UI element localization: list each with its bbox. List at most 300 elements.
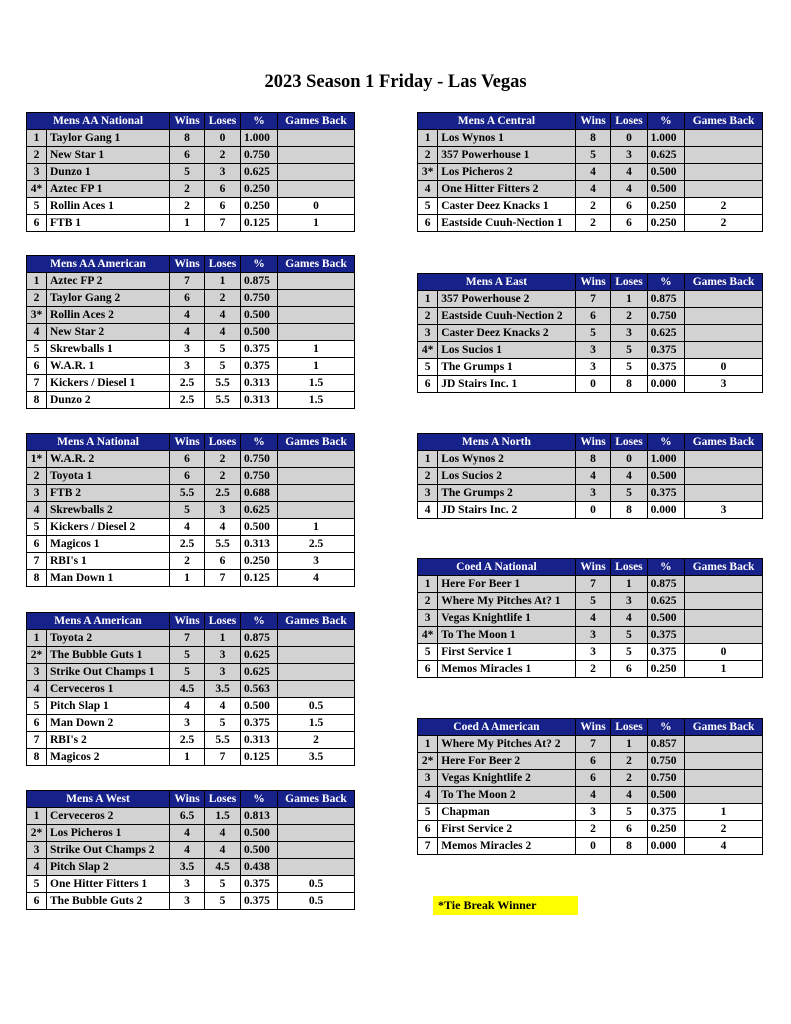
rank-cell: 5 — [418, 359, 438, 376]
pct-cell: 0.500 — [241, 842, 278, 859]
wins-cell: 3 — [170, 358, 205, 375]
games-back-cell: 3 — [685, 502, 763, 519]
loses-cell: 5.5 — [205, 732, 241, 749]
table-row — [27, 485, 355, 502]
team-cell: Caster Deez Knacks 1 — [438, 198, 576, 215]
team-cell: First Service 1 — [438, 644, 576, 661]
team-cell: JD Stairs Inc. 1 — [438, 376, 576, 393]
wins-cell: 4 — [575, 468, 610, 485]
team-cell: Where My Pitches At? 1 — [438, 593, 576, 610]
rank-cell: 5 — [27, 876, 47, 893]
standings-table — [417, 558, 763, 678]
table-row — [27, 630, 355, 647]
table-row — [27, 842, 355, 859]
loses-cell: 5 — [205, 893, 241, 910]
rank-cell: 8 — [27, 749, 47, 766]
header-row — [27, 113, 355, 130]
loses-cell: 4 — [205, 842, 241, 859]
table-row — [418, 308, 763, 325]
loses-cell: 5 — [205, 358, 241, 375]
team-cell: Aztec FP 1 — [47, 181, 170, 198]
pct-cell: 0.313 — [241, 375, 278, 392]
standings-table — [417, 112, 763, 232]
header-row — [27, 434, 355, 451]
header-row — [418, 559, 763, 576]
rank-cell: 1 — [418, 576, 438, 593]
table-row — [27, 307, 355, 324]
wins-cell: 1 — [170, 570, 205, 587]
division-name: Mens A West — [27, 791, 170, 808]
table-row — [418, 576, 763, 593]
games-back-cell — [685, 485, 763, 502]
team-cell: Kickers / Diesel 1 — [47, 375, 170, 392]
loses-header: Loses — [205, 434, 241, 451]
games-back-cell: 0.5 — [278, 876, 355, 893]
games-back-cell: 3.5 — [278, 749, 355, 766]
loses-cell: 7 — [205, 215, 241, 232]
pct-cell: 0.250 — [647, 198, 684, 215]
games-back-header: Games Back — [278, 256, 355, 273]
wins-cell: 3 — [170, 715, 205, 732]
rank-cell: 1* — [27, 451, 47, 468]
pct-cell: 0.250 — [647, 821, 684, 838]
team-cell: 357 Powerhouse 1 — [438, 147, 576, 164]
loses-header: Loses — [611, 274, 647, 291]
team-cell: Skrewballs 2 — [47, 502, 170, 519]
loses-cell: 3 — [611, 325, 647, 342]
team-cell: Toyota 1 — [47, 468, 170, 485]
pct-cell: 0.313 — [241, 392, 278, 409]
pct-cell: 0.625 — [647, 147, 684, 164]
games-back-cell — [685, 593, 763, 610]
team-cell: FTB 1 — [47, 215, 170, 232]
table-row — [418, 821, 763, 838]
rank-cell: 8 — [27, 570, 47, 587]
page-title: 2023 Season 1 Friday - Las Vegas — [264, 72, 527, 92]
pct-cell: 0.438 — [241, 859, 278, 876]
team-cell: Los Picheros 2 — [438, 164, 576, 181]
rank-cell: 2 — [27, 468, 47, 485]
games-back-cell — [685, 787, 763, 804]
games-back-cell — [278, 681, 355, 698]
table-row — [418, 325, 763, 342]
standings-coed-a-american — [417, 718, 763, 855]
wins-cell: 3 — [575, 644, 610, 661]
pct-cell: 0.500 — [647, 164, 684, 181]
pct-cell: 0.688 — [241, 485, 278, 502]
wins-cell: 4 — [575, 787, 610, 804]
pct-cell: 0.125 — [241, 749, 278, 766]
loses-cell: 3.5 — [205, 681, 241, 698]
table-row — [27, 273, 355, 290]
pct-cell: 0.500 — [647, 468, 684, 485]
pct-cell: 0.250 — [241, 181, 278, 198]
team-cell: RBI's 1 — [47, 553, 170, 570]
header-row — [27, 256, 355, 273]
pct-cell: 0.875 — [647, 576, 684, 593]
games-back-cell: 1 — [278, 215, 355, 232]
pct-cell: 0.857 — [647, 736, 684, 753]
team-cell: Vegas Knightlife 2 — [438, 770, 576, 787]
rank-cell: 2 — [27, 290, 47, 307]
pct-cell: 0.375 — [241, 358, 278, 375]
pct-header: % — [241, 434, 278, 451]
rank-cell: 2 — [418, 147, 438, 164]
games-back-cell: 0 — [685, 359, 763, 376]
wins-cell: 3 — [170, 876, 205, 893]
loses-cell: 4 — [205, 519, 241, 536]
loses-cell: 2.5 — [205, 485, 241, 502]
loses-cell: 4 — [205, 698, 241, 715]
wins-cell: 2.5 — [170, 375, 205, 392]
team-cell: Cerveceros 2 — [47, 808, 170, 825]
rank-cell: 1 — [27, 130, 47, 147]
games-back-cell: 1 — [278, 358, 355, 375]
pct-cell: 0.500 — [241, 519, 278, 536]
loses-cell: 2 — [205, 451, 241, 468]
pct-cell: 0.500 — [647, 787, 684, 804]
pct-cell: 0.375 — [647, 342, 684, 359]
games-back-cell — [685, 147, 763, 164]
games-back-cell — [278, 808, 355, 825]
table-row — [418, 627, 763, 644]
rank-cell: 3 — [27, 842, 47, 859]
wins-cell: 4 — [575, 181, 610, 198]
wins-cell: 3.5 — [170, 859, 205, 876]
pct-cell: 0.625 — [241, 502, 278, 519]
table-row — [418, 376, 763, 393]
table-row — [418, 593, 763, 610]
table-row — [27, 664, 355, 681]
standings-mens-a-east — [417, 273, 763, 393]
rank-cell: 7 — [27, 553, 47, 570]
pct-cell: 0.625 — [241, 164, 278, 181]
wins-cell: 3 — [575, 485, 610, 502]
rank-cell: 3 — [418, 770, 438, 787]
team-cell: Cerveceros 1 — [47, 681, 170, 698]
rank-cell: 4 — [27, 324, 47, 341]
games-back-cell — [685, 627, 763, 644]
wins-cell: 6 — [575, 770, 610, 787]
table-row — [27, 749, 355, 766]
loses-header: Loses — [611, 719, 647, 736]
loses-cell: 5.5 — [205, 392, 241, 409]
pct-cell: 0.313 — [241, 536, 278, 553]
games-back-cell — [685, 291, 763, 308]
header-row — [27, 791, 355, 808]
wins-header: Wins — [170, 791, 205, 808]
wins-cell: 3 — [575, 359, 610, 376]
wins-cell: 6 — [575, 753, 610, 770]
rank-cell: 6 — [27, 215, 47, 232]
rank-cell: 3 — [27, 164, 47, 181]
loses-cell: 1 — [205, 273, 241, 290]
rank-cell: 3 — [27, 485, 47, 502]
games-back-cell: 3 — [685, 376, 763, 393]
games-back-cell: 1 — [685, 661, 763, 678]
pct-cell: 1.000 — [647, 451, 684, 468]
header-row — [418, 434, 763, 451]
wins-cell: 5 — [170, 647, 205, 664]
pct-cell: 0.250 — [241, 198, 278, 215]
pct-cell: 0.750 — [647, 753, 684, 770]
loses-cell: 6 — [205, 181, 241, 198]
games-back-cell: 1 — [278, 341, 355, 358]
pct-cell: 0.813 — [241, 808, 278, 825]
pct-header: % — [241, 113, 278, 130]
table-row — [27, 468, 355, 485]
games-back-cell: 1.5 — [278, 715, 355, 732]
wins-header: Wins — [575, 719, 610, 736]
team-cell: Memos Miracles 2 — [438, 838, 576, 855]
games-back-cell — [278, 502, 355, 519]
loses-cell: 7 — [205, 749, 241, 766]
team-cell: Los Wynos 1 — [438, 130, 576, 147]
standings-mens-a-national — [26, 433, 354, 587]
loses-cell: 6 — [205, 198, 241, 215]
pct-header: % — [647, 559, 684, 576]
team-cell: Los Wynos 2 — [438, 451, 576, 468]
team-cell: Toyota 2 — [47, 630, 170, 647]
games-back-cell — [685, 325, 763, 342]
pct-cell: 0.375 — [647, 644, 684, 661]
loses-cell: 5 — [611, 804, 647, 821]
pct-header: % — [647, 434, 684, 451]
table-row — [27, 519, 355, 536]
loses-cell: 5 — [611, 644, 647, 661]
rank-cell: 6 — [27, 893, 47, 910]
table-row — [27, 647, 355, 664]
wins-cell: 2 — [575, 215, 610, 232]
pct-cell: 0.750 — [647, 308, 684, 325]
team-cell: Los Picheros 1 — [47, 825, 170, 842]
loses-cell: 0 — [611, 130, 647, 147]
team-cell: Man Down 2 — [47, 715, 170, 732]
pct-cell: 0.313 — [241, 732, 278, 749]
wins-header: Wins — [170, 613, 205, 630]
header-row — [27, 613, 355, 630]
games-back-header: Games Back — [278, 613, 355, 630]
team-cell: Rollin Aces 2 — [47, 307, 170, 324]
wins-header: Wins — [575, 113, 610, 130]
table-row — [27, 198, 355, 215]
standings-table — [26, 612, 355, 766]
pct-header: % — [647, 274, 684, 291]
loses-cell: 3 — [205, 164, 241, 181]
loses-cell: 4 — [611, 181, 647, 198]
loses-cell: 6 — [611, 198, 647, 215]
pct-cell: 0.750 — [241, 468, 278, 485]
games-back-cell — [278, 842, 355, 859]
pct-cell: 0.750 — [647, 770, 684, 787]
pct-cell: 0.625 — [241, 664, 278, 681]
pct-cell: 0.125 — [241, 215, 278, 232]
games-back-header: Games Back — [685, 274, 763, 291]
loses-cell: 5 — [611, 359, 647, 376]
table-row — [418, 770, 763, 787]
pct-cell: 0.000 — [647, 376, 684, 393]
pct-cell: 0.750 — [241, 451, 278, 468]
games-back-cell — [278, 181, 355, 198]
pct-header: % — [647, 719, 684, 736]
rank-cell: 4 — [27, 859, 47, 876]
wins-cell: 7 — [575, 291, 610, 308]
wins-cell: 1 — [170, 215, 205, 232]
team-cell: The Bubble Guts 2 — [47, 893, 170, 910]
table-row — [27, 698, 355, 715]
rank-cell: 1 — [27, 808, 47, 825]
wins-cell: 2 — [170, 553, 205, 570]
team-cell: FTB 2 — [47, 485, 170, 502]
games-back-cell — [685, 770, 763, 787]
wins-cell: 4 — [170, 825, 205, 842]
wins-cell: 4.5 — [170, 681, 205, 698]
team-cell: RBI's 2 — [47, 732, 170, 749]
team-cell: Eastside Cuuh-Nection 2 — [438, 308, 576, 325]
pct-header: % — [241, 256, 278, 273]
pct-cell: 0.750 — [241, 147, 278, 164]
table-row — [418, 147, 763, 164]
table-row — [418, 661, 763, 678]
rank-cell: 1 — [418, 451, 438, 468]
team-cell: Dunzo 1 — [47, 164, 170, 181]
wins-cell: 8 — [170, 130, 205, 147]
wins-cell: 4 — [575, 164, 610, 181]
team-cell: Caster Deez Knacks 2 — [438, 325, 576, 342]
loses-header: Loses — [205, 613, 241, 630]
wins-cell: 7 — [170, 630, 205, 647]
wins-cell: 0 — [575, 838, 610, 855]
rank-cell: 4 — [27, 681, 47, 698]
loses-cell: 4 — [205, 307, 241, 324]
wins-cell: 7 — [575, 576, 610, 593]
wins-cell: 6 — [170, 147, 205, 164]
pct-cell: 0.250 — [647, 215, 684, 232]
loses-cell: 1 — [611, 291, 647, 308]
standings-table — [26, 790, 355, 910]
games-back-cell: 2 — [685, 215, 763, 232]
table-row — [27, 536, 355, 553]
standings-mens-aa-national — [26, 112, 354, 232]
table-row — [27, 808, 355, 825]
pct-cell: 0.375 — [241, 893, 278, 910]
team-cell: Los Sucios 1 — [438, 342, 576, 359]
wins-cell: 4 — [170, 698, 205, 715]
table-row — [27, 215, 355, 232]
rank-cell: 5 — [418, 644, 438, 661]
table-row — [418, 736, 763, 753]
pct-cell: 0.500 — [241, 698, 278, 715]
rank-cell: 6 — [418, 661, 438, 678]
wins-header: Wins — [170, 434, 205, 451]
loses-cell: 5 — [611, 627, 647, 644]
team-cell: The Grumps 1 — [438, 359, 576, 376]
games-back-cell — [278, 324, 355, 341]
table-row — [27, 358, 355, 375]
games-back-cell — [685, 308, 763, 325]
rank-cell: 1 — [418, 736, 438, 753]
loses-cell: 5 — [205, 341, 241, 358]
table-row — [27, 732, 355, 749]
games-back-cell — [685, 576, 763, 593]
wins-cell: 8 — [575, 130, 610, 147]
wins-cell: 2 — [575, 821, 610, 838]
games-back-cell — [278, 164, 355, 181]
rank-cell: 1 — [418, 291, 438, 308]
pct-cell: 0.500 — [241, 307, 278, 324]
table-row — [418, 181, 763, 198]
table-row — [418, 164, 763, 181]
team-cell: W.A.R. 2 — [47, 451, 170, 468]
pct-cell: 0.875 — [241, 273, 278, 290]
table-row — [27, 876, 355, 893]
rank-cell: 5 — [418, 804, 438, 821]
rank-cell: 1 — [418, 130, 438, 147]
games-back-cell — [278, 468, 355, 485]
division-name: Mens AA American — [27, 256, 170, 273]
pct-cell: 1.000 — [647, 130, 684, 147]
wins-cell: 7 — [170, 273, 205, 290]
loses-cell: 5 — [611, 342, 647, 359]
loses-cell: 2 — [205, 147, 241, 164]
division-name: Coed A National — [418, 559, 576, 576]
pct-header: % — [241, 791, 278, 808]
wins-cell: 1 — [170, 749, 205, 766]
games-back-cell — [278, 485, 355, 502]
pct-cell: 0.375 — [647, 359, 684, 376]
wins-header: Wins — [170, 256, 205, 273]
loses-header: Loses — [205, 113, 241, 130]
table-row — [27, 893, 355, 910]
rank-cell: 1 — [27, 630, 47, 647]
team-cell: Strike Out Champs 1 — [47, 664, 170, 681]
table-row — [418, 130, 763, 147]
loses-cell: 0 — [205, 130, 241, 147]
team-cell: To The Moon 1 — [438, 627, 576, 644]
header-row — [418, 113, 763, 130]
wins-cell: 3 — [575, 804, 610, 821]
team-cell: Here For Beer 2 — [438, 753, 576, 770]
table-row — [27, 859, 355, 876]
wins-cell: 0 — [575, 376, 610, 393]
loses-cell: 2 — [611, 770, 647, 787]
table-row — [27, 553, 355, 570]
wins-cell: 4 — [170, 842, 205, 859]
pct-cell: 0.625 — [647, 593, 684, 610]
rank-cell: 4 — [418, 502, 438, 519]
games-back-cell — [278, 451, 355, 468]
wins-cell: 0 — [575, 502, 610, 519]
standings-table — [26, 112, 355, 232]
games-back-cell: 0 — [278, 198, 355, 215]
loses-header: Loses — [611, 113, 647, 130]
team-cell: Pitch Slap 1 — [47, 698, 170, 715]
games-back-cell — [278, 147, 355, 164]
table-row — [27, 392, 355, 409]
games-back-cell — [685, 181, 763, 198]
rank-cell: 6 — [27, 715, 47, 732]
games-back-header: Games Back — [685, 113, 763, 130]
pct-cell: 0.000 — [647, 838, 684, 855]
team-cell: Man Down 1 — [47, 570, 170, 587]
table-row — [418, 291, 763, 308]
loses-cell: 8 — [611, 376, 647, 393]
table-row — [418, 468, 763, 485]
standings-mens-a-west — [26, 790, 354, 910]
rank-cell: 6 — [418, 215, 438, 232]
games-back-cell — [685, 753, 763, 770]
games-back-cell — [278, 859, 355, 876]
